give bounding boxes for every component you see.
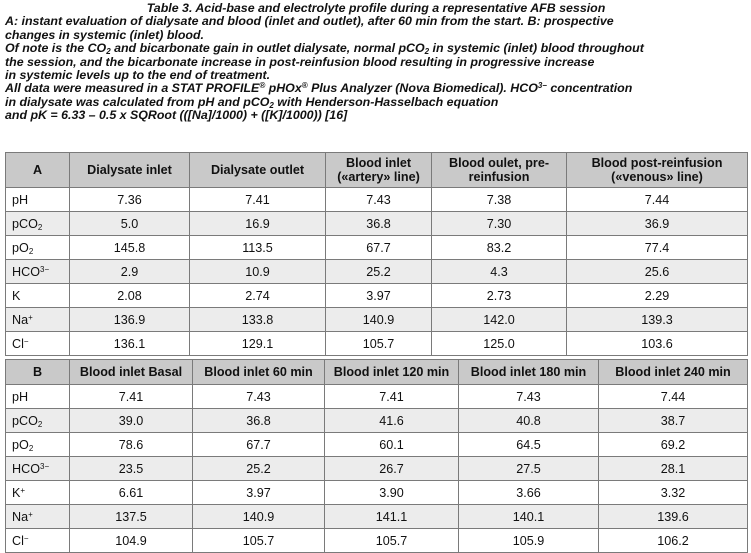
row-label: $pO_2$ [6, 236, 70, 260]
table-cell: 16.9 [190, 212, 326, 236]
table-cell: 36.8 [326, 212, 432, 236]
table-cell: 4.3 [432, 260, 567, 284]
caption-line: changes in systemic (inlet) blood. [5, 27, 204, 42]
table-cell: 3.90 [325, 481, 459, 505]
table-cell: 136.9 [70, 308, 190, 332]
table-a-header-cell: Blood inlet («artery» line) [326, 153, 432, 188]
caption-line: in dialysate was calculated from pH and pCO$_2$ with Henderson-Hasselbach equation [5, 94, 499, 110]
table-cell: 40.8 [459, 409, 599, 433]
table-cell: 145.8 [70, 236, 190, 260]
table-a-body [6, 188, 748, 356]
table-row [6, 433, 748, 457]
table-cell: 67.7 [326, 236, 432, 260]
table-cell: 142.0 [432, 308, 567, 332]
table-b-header-cell: Blood inlet 60 min [193, 360, 325, 385]
table-cell: 67.7 [193, 433, 325, 457]
table-cell: 23.5 [70, 457, 193, 481]
row-label: Cl− [6, 332, 70, 356]
table-b-header-cell: Blood inlet 180 min [459, 360, 599, 385]
row-label: pCO$_2$ [6, 212, 70, 236]
table-row [6, 409, 748, 433]
table-cell: 105.7 [325, 529, 459, 553]
table-b-header-cell: Blood inlet 120 min [325, 360, 459, 385]
table-cell: 2.9 [70, 260, 190, 284]
caption-line: and pK = 6.33 – 0.5 x SQRoot (([Na]/1000) + ([K]/1000)) [16] [5, 108, 348, 123]
table-cell: 25.2 [193, 457, 325, 481]
table-cell: 60.1 [325, 433, 459, 457]
caption-line: the session, and the bicarbonate increase in post-reinfusion blood resulting in progressive increase [5, 54, 595, 69]
row-label: pH [6, 385, 70, 409]
caption-line: All data were measured in a STAT PROFILE® pHOx® Plus Analyzer (Nova Biomedical). $HCO^{3-}$ concentration [5, 81, 633, 96]
table-row [6, 385, 748, 409]
table-cell: 2.73 [432, 284, 567, 308]
table-row [6, 529, 748, 553]
table-cell: 2.29 [567, 284, 748, 308]
table-b-header-cell: B [6, 360, 70, 385]
row-label: Na+ [6, 308, 70, 332]
table-cell: 2.08 [70, 284, 190, 308]
table-a-header-cell: Blood post-reinfusion («venous» line) [567, 153, 748, 188]
table-cell: 64.5 [459, 433, 599, 457]
table-cell: 7.43 [193, 385, 325, 409]
table-cell: 27.5 [459, 457, 599, 481]
table-row [6, 188, 748, 212]
table-row [6, 505, 748, 529]
table-cell: 25.2 [326, 260, 432, 284]
table-cell: 38.7 [599, 409, 748, 433]
table-a [5, 152, 748, 356]
table-caption [5, 2, 747, 123]
table-a-header-cell: Dialysate outlet [190, 153, 326, 188]
table-row [6, 457, 748, 481]
table-cell: 113.5 [190, 236, 326, 260]
row-label: pCO$_2$ [6, 409, 70, 433]
table-cell: 106.2 [599, 529, 748, 553]
table-cell: 137.5 [70, 505, 193, 529]
table-cell: 39.0 [70, 409, 193, 433]
table-cell: 3.32 [599, 481, 748, 505]
caption-title: Table 3. Acid-base and electrolyte profile during a representative AFB session [146, 1, 606, 15]
table-cell: 5.0 [70, 212, 190, 236]
table-b-header-cell: Blood inlet 240 min [599, 360, 748, 385]
table-cell: 105.7 [326, 332, 432, 356]
table-cell: 83.2 [432, 236, 567, 260]
row-label: Na+ [6, 505, 70, 529]
table-cell: 36.8 [193, 409, 325, 433]
table-cell: 41.6 [325, 409, 459, 433]
table-cell: 6.61 [70, 481, 193, 505]
table-cell: 105.9 [459, 529, 599, 553]
table-cell: 3.66 [459, 481, 599, 505]
table-cell: 25.6 [567, 260, 748, 284]
table-b-header-cell: Blood inlet Basal [70, 360, 193, 385]
row-label: pH [6, 188, 70, 212]
table-b-body [6, 385, 748, 553]
table-row [6, 284, 748, 308]
table-cell: 139.3 [567, 308, 748, 332]
table-cell: 69.2 [599, 433, 748, 457]
row-label: Cl− [6, 529, 70, 553]
table-cell: 105.7 [193, 529, 325, 553]
table-cell: 7.38 [432, 188, 567, 212]
table-cell: 7.43 [326, 188, 432, 212]
table-cell: 10.9 [190, 260, 326, 284]
table-cell: 104.9 [70, 529, 193, 553]
table-row [6, 308, 748, 332]
table-cell: 3.97 [193, 481, 325, 505]
row-label: $pO_2$ [6, 433, 70, 457]
table-b-header-row [6, 360, 748, 385]
table-cell: 7.41 [325, 385, 459, 409]
table-cell: 140.1 [459, 505, 599, 529]
table-cell: 77.4 [567, 236, 748, 260]
table-cell: 7.36 [70, 188, 190, 212]
table-cell: 125.0 [432, 332, 567, 356]
table-cell: 140.9 [326, 308, 432, 332]
table-a-header-cell: Dialysate inlet [70, 153, 190, 188]
table-cell: 140.9 [193, 505, 325, 529]
table-cell: 28.1 [599, 457, 748, 481]
table-row [6, 332, 748, 356]
table-a-header-row [6, 153, 748, 188]
table-cell: 139.6 [599, 505, 748, 529]
table-cell: 136.1 [70, 332, 190, 356]
row-label: $HCO^{3-}$ [6, 457, 70, 481]
table-cell: 141.1 [325, 505, 459, 529]
table-cell: 133.8 [190, 308, 326, 332]
table-row [6, 212, 748, 236]
table-cell: 7.44 [599, 385, 748, 409]
table-a-header-cell: A [6, 153, 70, 188]
table-b [5, 359, 748, 553]
table-cell: 78.6 [70, 433, 193, 457]
caption-line: in systemic levels up to the end of treatment. [5, 68, 271, 83]
table-cell: 3.97 [326, 284, 432, 308]
caption-line: A: instant evaluation of dialysate and blood (inlet and outlet), after 60 min from the start. B: prospective [5, 14, 614, 29]
table-cell: 7.30 [432, 212, 567, 236]
table-cell: 103.6 [567, 332, 748, 356]
row-label: $HCO^{3-}$ [6, 260, 70, 284]
table-cell: 7.41 [190, 188, 326, 212]
row-label: K [6, 284, 70, 308]
table-a-header-cell: Blood oulet, pre-reinfusion [432, 153, 567, 188]
row-label: K+ [6, 481, 70, 505]
table-row [6, 236, 748, 260]
table-row [6, 260, 748, 284]
table-cell: 129.1 [190, 332, 326, 356]
table-row [6, 481, 748, 505]
table-cell: 36.9 [567, 212, 748, 236]
table-cell: 2.74 [190, 284, 326, 308]
table-cell: 7.41 [70, 385, 193, 409]
table-cell: 7.44 [567, 188, 748, 212]
table-cell: 26.7 [325, 457, 459, 481]
caption-line: Of note is the $CO_2$ and bicarbonate gain in outlet dialysate, normal pCO$_2$ in systemic (inlet) blood throughout [5, 41, 644, 57]
table-cell: 7.43 [459, 385, 599, 409]
